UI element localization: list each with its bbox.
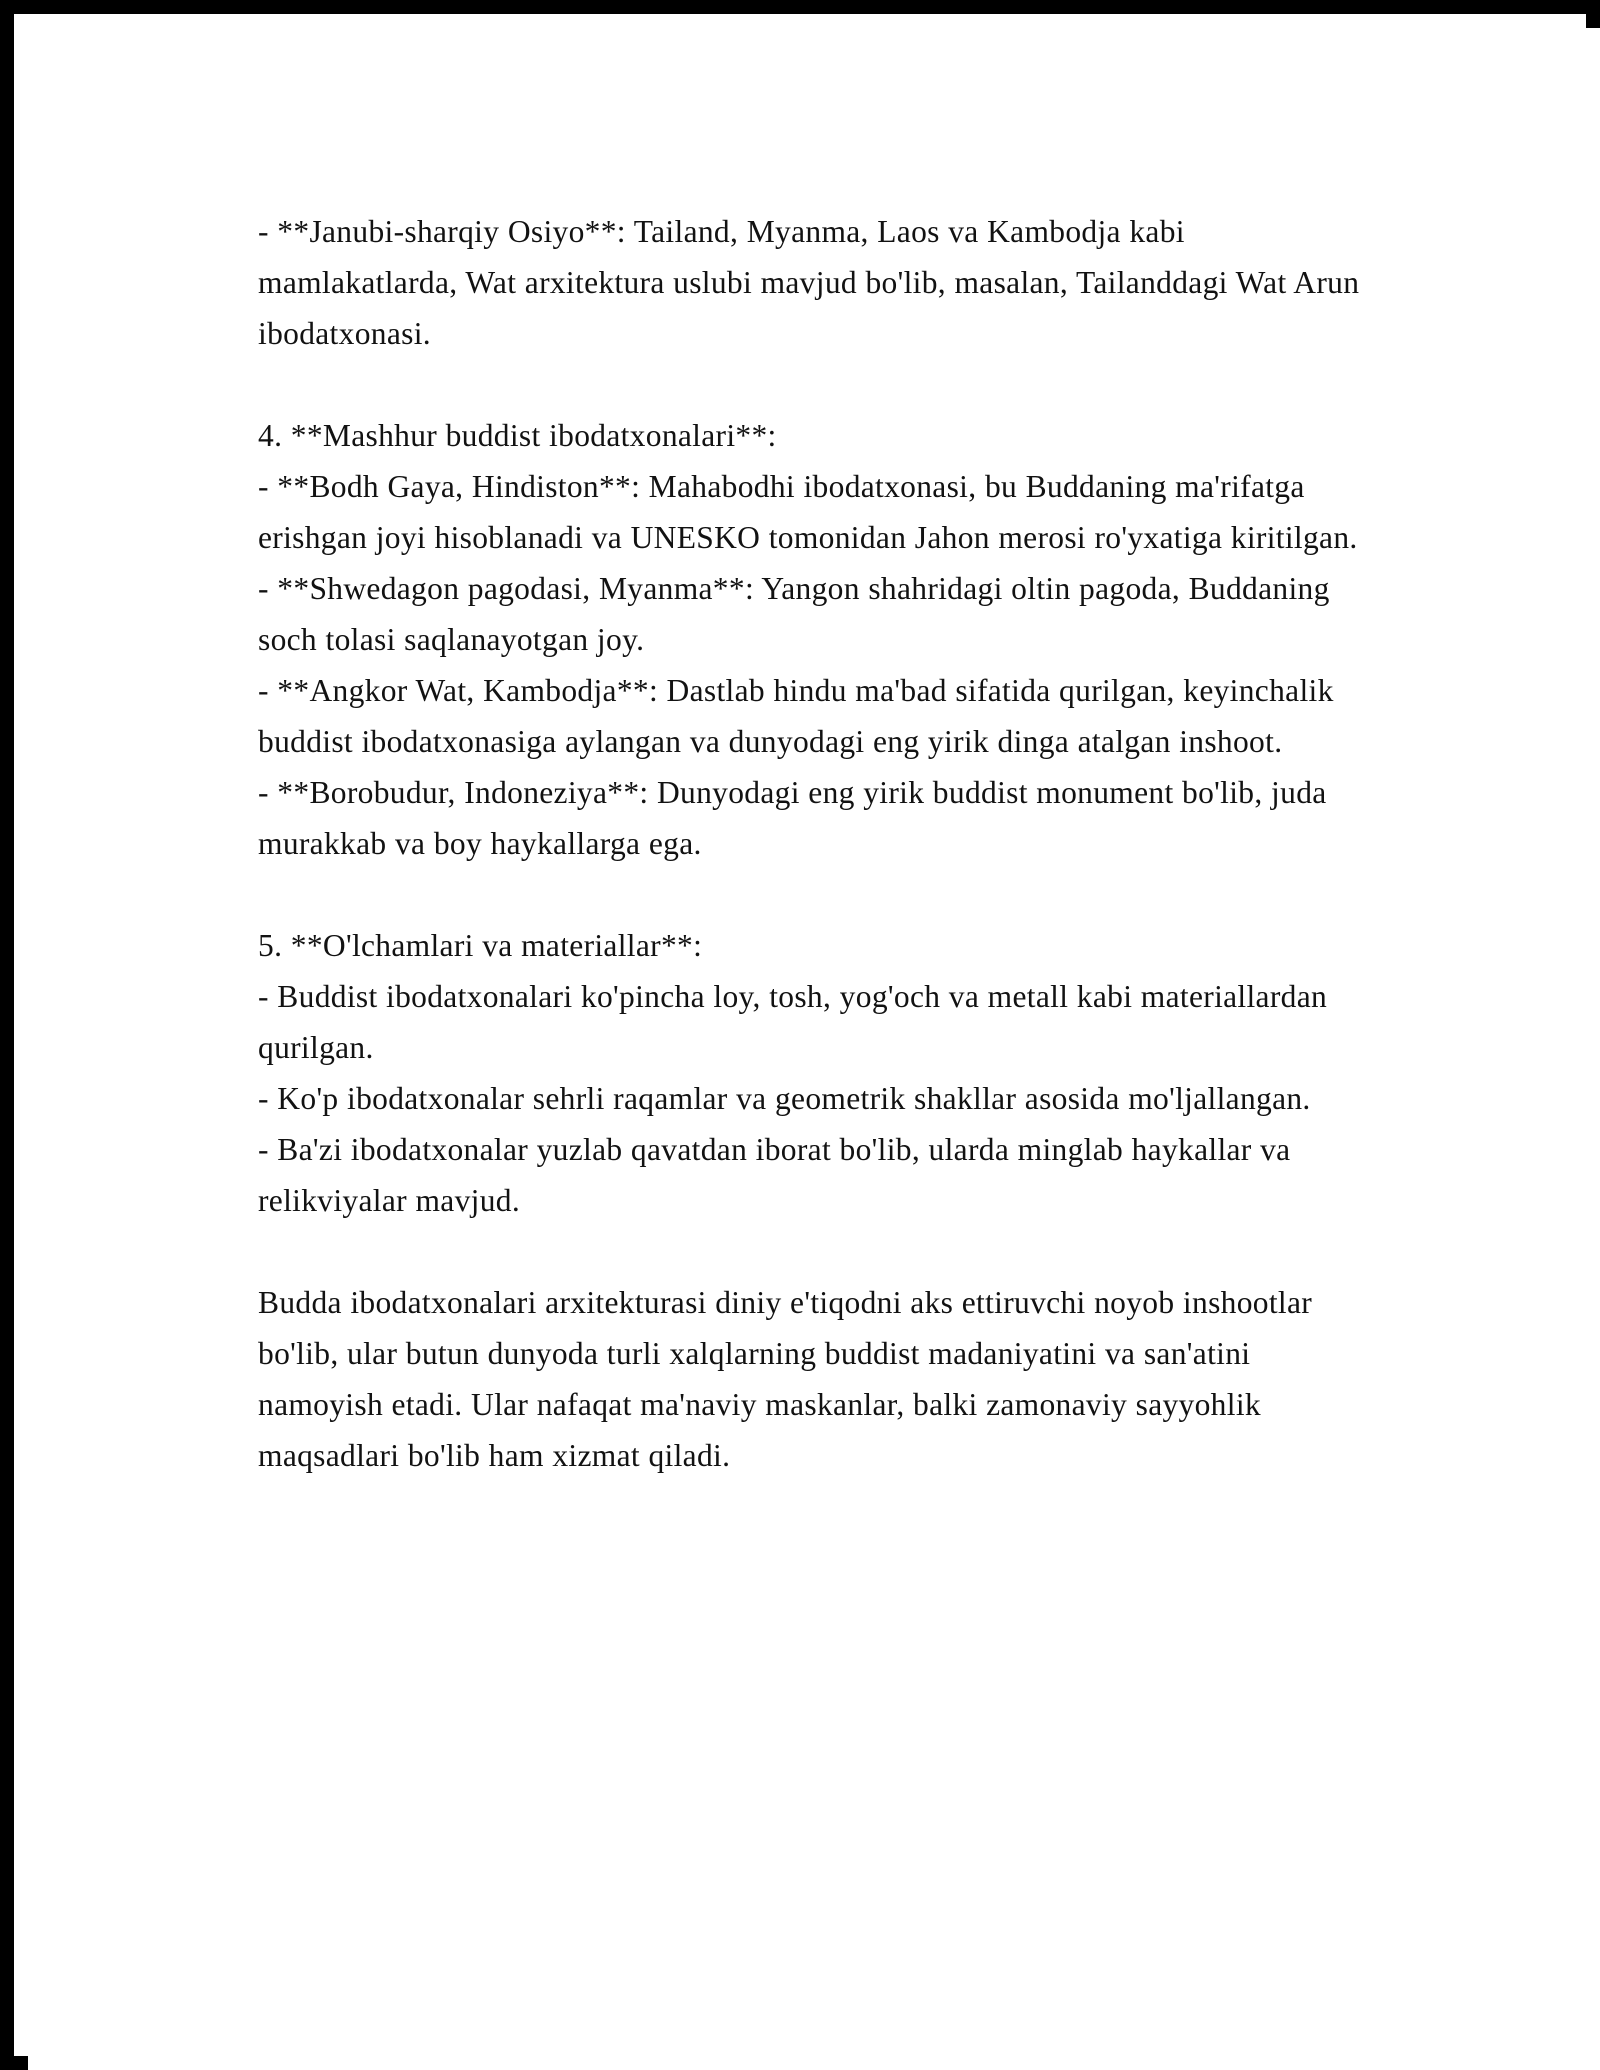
paragraph-southeast-asia: - **Janubi-sharqiy Osiyo**: Tailand, Myanma, Laos va Kambodja kabi mamlakatlarda, Wat arxitektura uslubi mavjud bo'lib, masalan, Tailanddagi Wat Arun ibodatxonasi. <box>258 214 1360 351</box>
paragraph-materials: - Buddist ibodatxonalari ko'pincha loy, tosh, yog'och va metall kabi materiallardan qurilgan. <box>258 979 1328 1065</box>
paragraph-angkor-wat: - **Angkor Wat, Kambodja**: Dastlab hindu ma'bad sifatida qurilgan, keyinchalik buddist ibodatxonasiga aylangan va dunyodagi eng yirik dinga atalgan inshoot. <box>258 673 1334 759</box>
paragraph-conclusion: Budda ibodatxonalari arxitekturasi diniy e'tiqodni aks ettiruvchi noyob inshootlar bo'lib, ular butun dunyoda turli xalqlarning buddist madaniyatini va san'atini namoyish etadi. Ular nafaqat ma'naviy maskanlar, balki zamonaviy sayyohlik maqsadlari bo'lib ham xizmat qiladi. <box>258 1285 1313 1473</box>
document-text-body <box>258 206 1368 1481</box>
paragraph-spacer-2 <box>258 869 1368 920</box>
page-sheet <box>28 28 1600 2070</box>
paragraph-bodh-gaya: - **Bodh Gaya, Hindiston**: Mahabodhi ibodatxonasi, bu Buddaning ma'rifatga erishgan joyi hisoblanadi va UNESKO tomonidan Jahon merosi ro'yxatiga kiritilgan. <box>258 469 1358 555</box>
paragraph-shwedagon: - **Shwedagon pagodasi, Myanma**: Yangon shahridagi oltin pagoda, Buddaning soch tolasi saqlanayotgan joy. <box>258 571 1330 657</box>
paragraph-floors: - Ba'zi ibodatxonalar yuzlab qavatdan iborat bo'lib, ularda minglab haykallar va relikviyalar mavjud. <box>258 1132 1291 1218</box>
paragraph-borobudur: - **Borobudur, Indoneziya**: Dunyodagi eng yirik buddist monument bo'lib, juda murakkab va boy haykallarga ega. <box>258 775 1327 861</box>
heading-mashhur-buddist-ibodatxonalari: 4. **Mashhur buddist ibodatxonalari**: <box>258 418 777 453</box>
paragraph-spacer-1 <box>258 359 1368 410</box>
paragraph-geometry: - Ko'p ibodatxonalar sehrli raqamlar va geometrik shakllar asosida mo'ljallangan. <box>258 1081 1311 1116</box>
paragraph-spacer-3 <box>258 1226 1368 1277</box>
heading-olchamlari-va-materiallar: 5. **O'lchamlari va materiallar**: <box>258 928 703 963</box>
